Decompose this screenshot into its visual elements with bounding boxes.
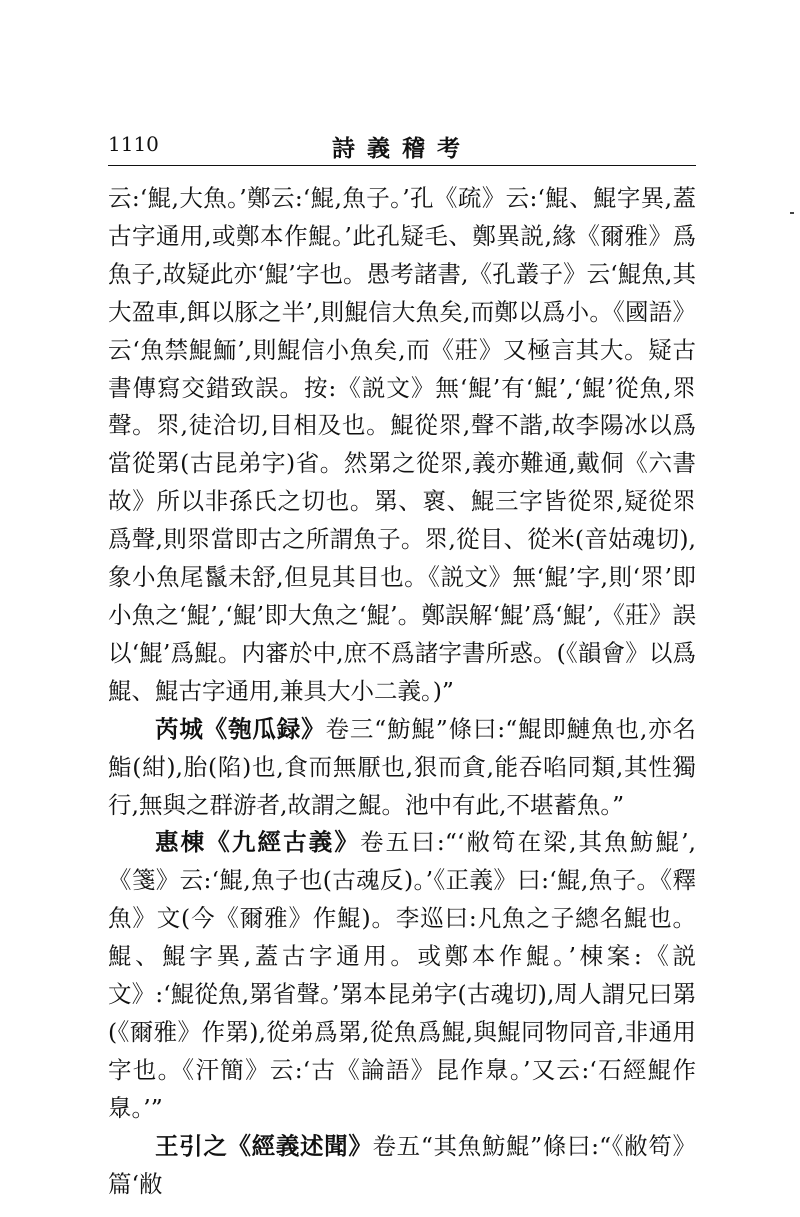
- paragraph-lead: 王引之《經義述聞》: [155, 1131, 373, 1160]
- paragraph-paochen: [108, 711, 696, 825]
- paragraph-huidong: [108, 824, 696, 1127]
- body-text: [108, 180, 696, 1203]
- paragraph-text: 卷三“魴鯤”條曰:“鯤即鰱魚也,亦名鮨(紺),胎(陷)也,食而無厭也,狠而貪,能吞啗同類,其性獨行,無與之群游者,故謂之鯤。池中有此,不堪蓄魚。”: [108, 714, 697, 819]
- header-rule: [108, 165, 696, 166]
- paragraph-lead: 惠棟《九經古義》: [155, 828, 361, 857]
- running-title: 詩義稽考: [332, 135, 472, 162]
- margin-mark: [790, 212, 794, 214]
- paragraph-text: 卷五曰:“‘敝笱在梁,其魚魴鯤’,《箋》云:‘鯤,魚子也(古魂反)。’《正義》曰:‘鯤,魚子。《釋魚》文(今《爾雅》作鯤)。李巡曰:凡魚之子總名鯤也。鯤、鯤字異,蓋古字通用。或鄭本作鯤。’棟案:《説文》:‘鯤從魚,罤省聲。’罤本昆弟字(古魂切),周人謂兄曰罤(《爾雅》作罤),從弟爲罤,從魚爲鯤,與鯤同物同音,非通用字也。《汗簡》云:‘古《論語》昆作臮。’又云:‘石經鯤作臮。’”: [108, 828, 697, 1122]
- paragraph-wangyinzhi: [108, 1128, 696, 1204]
- paragraph-text: 云:‘鯤,大魚。’鄭云:‘鯤,魚子。’孔《疏》云:‘鯤、鯤字異,蓋古字通用,或鄭本作鯤。’此孔疑毛、鄭異説,緣《爾雅》爲魚子,故疑此亦‘鯤’字也。愚考諸書,《孔叢子》云‘鯤魚,其大盈車,餌以豚之半’,則鯤信大魚矣,而鄭以爲小。《國語》云‘魚禁鯤鮞’,則鯤信小魚矣,而《莊》又極言其大。疑古書傳寫交錯致誤。按:《説文》無‘鯤’有‘鯤’,‘鯤’從魚,眔聲。眔,徒洽切,目相及也。鯤從眔,聲不諧,故李陽冰以爲當從罤(古昆弟字)省。然罤之從眔,義亦難通,戴侗《六書故》所以非孫氏之切也。罤、褱、鯤三字皆從眔,疑從眔爲聲,則眔當即古之所謂魚子。眔,從目、從米(音姑魂切),象小魚尾鬣未舒,但見其目也。《説文》無‘鯤’字,則‘眔’即小魚之‘鯤’,‘鯤’即大魚之‘鯤’。鄭誤解‘鯤’爲‘鯤’,《莊》誤以‘鯤’爲鯤。内審於中,庶不爲諸字書所惑。(《韻會》以爲鯤、鯤古字通用,兼具大小二義。)”: [108, 184, 696, 705]
- paragraph-text: 卷五“其魚魴鯤”條曰:“《敝笱》篇‘敝: [108, 1131, 696, 1198]
- paragraph-lead: 芮城《匏瓜録》: [155, 714, 326, 743]
- page-header: [108, 130, 696, 164]
- page-number: 1110: [108, 132, 159, 156]
- paragraph-continuation: [108, 180, 696, 711]
